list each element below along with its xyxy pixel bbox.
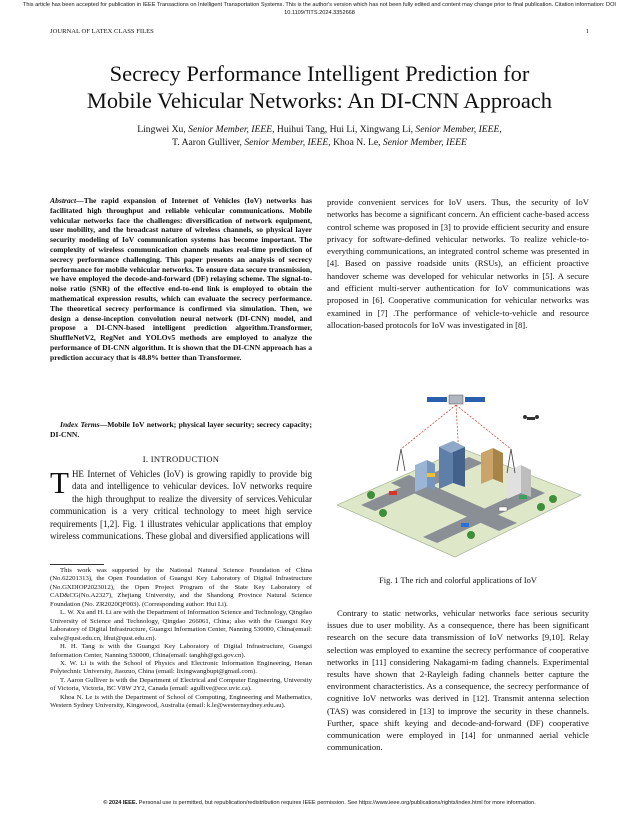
introduction-paragraph: [50, 465, 312, 542]
building-icon: [439, 441, 465, 489]
title-line-2: Mobile Vehicular Networks: An DI-CNN Approach: [86, 88, 553, 113]
body-paragraph-1: [327, 196, 589, 331]
footnote-affiliation: Khoa N. Le is with the Department of School of Computing, Engineering and Mathematics, Western Sydney University, Kingswood, Australia (email: k.le@westernsydney.edu.au).: [50, 693, 312, 710]
index-terms-label: Index Terms: [60, 420, 100, 429]
author-role: Senior Member, IEEE,: [188, 124, 275, 135]
journal-name: JOURNAL OF LATEX CLASS FILES: [50, 28, 154, 35]
page-number: 1: [585, 28, 589, 35]
abstract-label: Abstract: [50, 196, 77, 205]
copyright-text: Personal use is permitted, but republication/redistribution requires IEEE permission. See https://www.ieee.org/publications/rights/index.html for more information.: [137, 800, 536, 806]
section-heading: I. INTRODUCTION: [142, 454, 220, 464]
building-icon: [481, 448, 503, 484]
author-line-1: [40, 123, 599, 136]
footnote-divider: [50, 564, 104, 565]
copyright-bold: © 2024 IEEE.: [103, 800, 138, 806]
footnote-affiliation: X. W. Li is with the School of Physics and Electronic Information Engineering, Henan Polytechnic University, Jiaozuo, China (email: lixingwangbupt@gmail.com).: [50, 659, 312, 676]
footnotes: [50, 567, 312, 711]
author-role: Senior Member, IEEE,: [415, 124, 502, 135]
abstract-text: —The rapid expansion of Internet of Vehicles (IoV) networks has facilitated high throughput and reliable vehicular communications. Mobile vehicular networks face the challenges: diversification of network equipment, user mobility, and the broadcast nature of wireless channels, so physical layer security modeling of IoV communication systems has become important. The complexity of wireless communication channels makes real-time prediction of secrecy performance challenging. This paper presents an analysis of secrecy performance for mobile vehicular networks. To ensure data secure transmission, we have employed the decode-and-forward (DF) relaying scheme. The signal-to-noise ratio (SNR) of the effective end-to-end link is employed to obtain the mathematical expression results, which can evaluate the secrecy performance. The theoretical secrecy performance is confirmed via simulation. Then, we design a dense-inception convolution neural network (DI-CNN) model, and propose a DI-CNN-based intelligent prediction algorithm.Transformer, ShuffleNetV2, RegNet and YOLOv5 methods are employed to analyze the performance of DI-CNN algorithm. It is shown that the DI-CNN approach has a prediction accuracy that is 48.8% better than Transformer.: [50, 196, 312, 362]
satellite-icon: [427, 395, 485, 404]
copyright-notice: [0, 800, 639, 806]
author-role: Senior Member, IEEE: [382, 137, 467, 148]
running-head: [50, 28, 589, 35]
index-terms: [50, 420, 312, 440]
author-name: Khoa N. Le,: [333, 137, 381, 148]
body-paragraph-2: [327, 607, 589, 753]
drone-icon: [523, 415, 539, 420]
author-name: T. Aaron Gulliver,: [172, 137, 242, 148]
paper-title: [20, 60, 619, 114]
index-terms-text: —Mobile IoV network; physical layer security; secrecy capacity; DI-CNN.: [50, 420, 313, 439]
publication-notice: This article has been accepted for publication in IEEE Transactions on Intelligent Transportation Systems. This is the author's version which has not been fully edited and content may change prior to final publication. Citation information: DOI 10.1109/TITS.2024.3352668: [23, 2, 616, 16]
paragraph-text: provide convenient services for IoV users. Thus, the security of IoV networks has become a significant concern. An efficient cache-based access control scheme was proposed in [3] to provide efficient security and ensure privacy for software-defined vehicular networks. To realize vehicle-to-everything communications, an integrated control scheme was presented in [4]. Based on passive roadside units (RSUs), an efficient proactive handover scheme was developed for vehicular networks in [5]. A secure and efficient multi-server authentication for IoV communications was proposed in [6]. Cooperative communication for vehicular networks was examined in [7] .The performance of vehicle-to-vehicle and resource allocation-based protocols for IoV was investigated in [8].: [327, 197, 589, 330]
footnote-affiliation: L. W. Xu and H. Li are with the Department of Information Science and Technology, Qingdao University of Science and Technology, Qingdao 266061, China; also with the Guangxi Key Laboratory of Digital Infrastructure, Guangxi Information Center, Nanning 530000, China(email: xulw@qust.edu.cn, lihui@qust.edu.cn).: [50, 609, 312, 642]
figure-caption: Fig. 1 The rich and colorful applications of IoV: [379, 576, 537, 585]
footnote-affiliation: H. H. Tang is with the Guangxi Key Laboratory of Digital Infrastructure, Guangxi Information Center, Nanning 530000, China(email: tanghh@gxi.gov.cn).: [50, 643, 312, 659]
drop-cap: T: [50, 465, 69, 500]
author-name: Huihui Tang, Hui Li, Xingwang Li,: [276, 124, 414, 135]
title-line-1: Secrecy Performance Intelligent Prediction for: [109, 61, 530, 86]
paragraph-text: Contrary to static networks, vehicular networks face serious security issues due to user mobility. As a consequence, there has been significant research on the secure data transmission of IoV networks [9,10]. Relay selection was employed to examine the secrecy performance of cooperative networks in [11] considering Nakagami-m fading channels. Experimental results have shown that 2-Rayleigh fading channels better capture the environment characteristics. As a consequence, the secrecy performance of cognitive IoV networks was derived in [12]. Transmit antenna selection (TAS) was considered in [13] to improve the security in these channels. Further, space shift keying and decode-and-forward (DF) cooperative communication were employed in [14] for unmanned aerial vehicle communication.: [327, 608, 589, 753]
author-role: Senior Member, IEEE,: [244, 137, 331, 148]
iov-illustration: [331, 387, 585, 565]
footnote-affiliation: T. Aaron Gulliver is with the Department of Electrical and Computer Engineering, University of Victoria, Victoria, BC V8W 2Y2, Canada (email: agullive@ece.uvic.ca).: [50, 676, 312, 693]
author-line-2: [40, 136, 599, 149]
author-name: Lingwei Xu,: [137, 124, 186, 135]
author-list: [40, 123, 599, 149]
footnote-funding: This work was supported by the National Natural Science Foundation of China (No.62201313), the Open Foundation of Guangxi Key Laboratory of Digital Infrastructure (No.GXDIOP2023012), the Open Project Program of the State Key Laboratory of CAD&CG(No.A2327), Zhejiang University, and the Shandong Province Natural Science Foundation (No. ZR2020QF003). (Corresponding author: Hui Li).: [50, 567, 312, 608]
introduction-text: HE Internet of Vehicles (IoV) is growing rapidly to provide big data and intelligence to vehicular devices. IoV networks require the high throughput to realize the diversity of services.Vehicular communication is a very critical technology to meet high service requirements [1,2]. Fig. 1 illustrates vehicular applications that employ wireless communications. These global and diversified applications will: [50, 469, 312, 542]
abstract: [50, 196, 312, 363]
